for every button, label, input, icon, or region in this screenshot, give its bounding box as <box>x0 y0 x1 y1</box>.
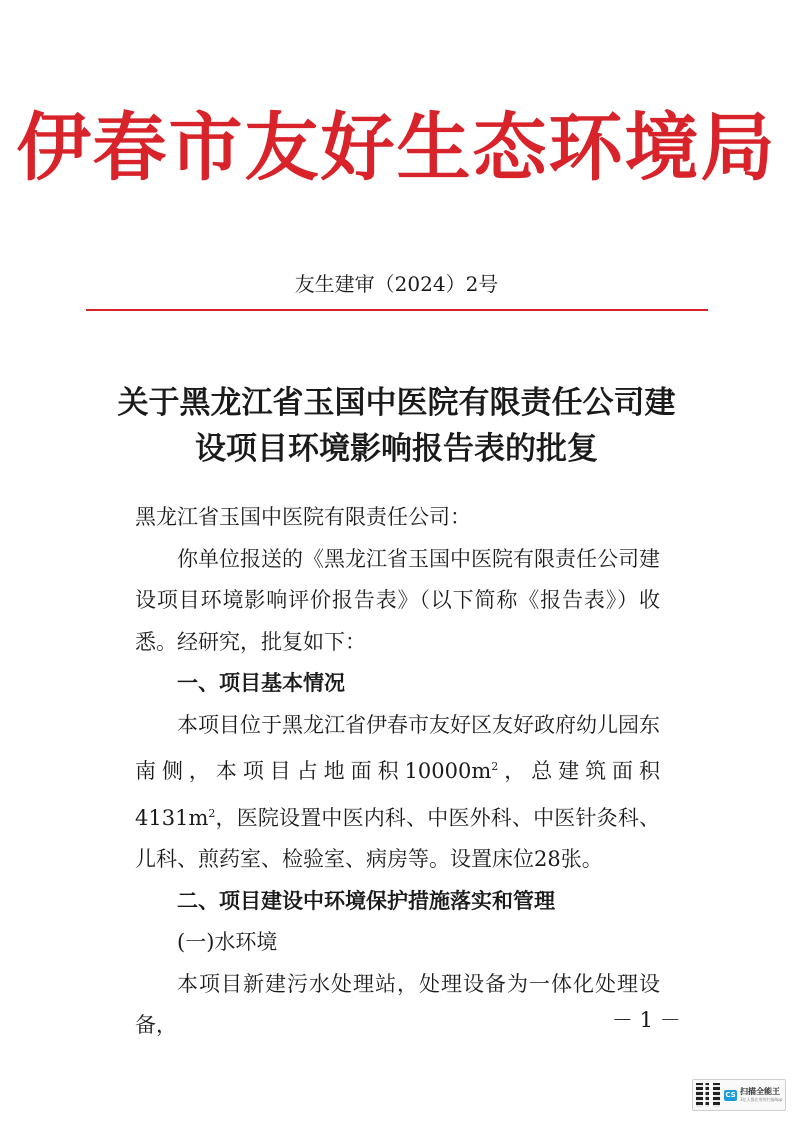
page-number: － 1 － <box>612 1008 681 1032</box>
area-unit-superscript-2: 2 <box>208 806 216 820</box>
project-info-text-a: 本项目位于黑龙江省伊春市友好区友好政府幼儿园东南侧，本项目占地面积10000m <box>135 712 660 783</box>
red-divider-line <box>86 309 708 311</box>
document-body <box>135 497 660 1047</box>
project-info-text-b: ，总建筑面积4131m <box>135 759 661 830</box>
document-title-line-1: 关于黑龙江省玉国中医院有限责任公司建 <box>117 385 676 421</box>
project-info-paragraph <box>135 705 660 881</box>
subsection-1-heading: (一)水环境 <box>177 930 278 954</box>
area-unit-superscript-1: 2 <box>491 760 499 773</box>
watermark-app-name: 扫描全能王 <box>740 1087 780 1096</box>
qr-code-icon <box>696 1083 720 1107</box>
section-2-heading: 二、项目建设中环境保护措施落实和管理 <box>177 888 555 913</box>
document-title <box>110 380 683 472</box>
section-1-heading: 一、项目基本情况 <box>177 671 345 695</box>
intro-paragraph: 你单位报送的《黑龙江省玉国中医院有限责任公司建设项目环境影响评价报告表》（以下简称《报告表》）收悉。经研究，批复如下： <box>135 546 660 654</box>
document-number: 友生建审（2024）2号 <box>294 272 499 296</box>
camscanner-watermark-badge <box>692 1079 786 1111</box>
watermark-slogan: 3亿人都在用的扫描App <box>740 1097 783 1102</box>
agency-header-title: 伊春市友好生态环境局 <box>16 105 777 191</box>
project-info-text-c: ，医院设置中医内科、中医外科、中医针灸科、儿科、煎药室、检验室、病房等。设置床位28张。 <box>135 805 660 871</box>
camscanner-logo-icon: CS <box>725 1090 736 1099</box>
watermark-text <box>740 1087 782 1103</box>
document-title-line-2: 设项目环境影响报告表的批复 <box>195 431 598 467</box>
addressee: 黑龙江省玉国中医院有限责任公司： <box>135 505 471 529</box>
water-environment-paragraph: 本项目新建污水处理站，处理设备为一体化处理设备， <box>135 971 660 1037</box>
